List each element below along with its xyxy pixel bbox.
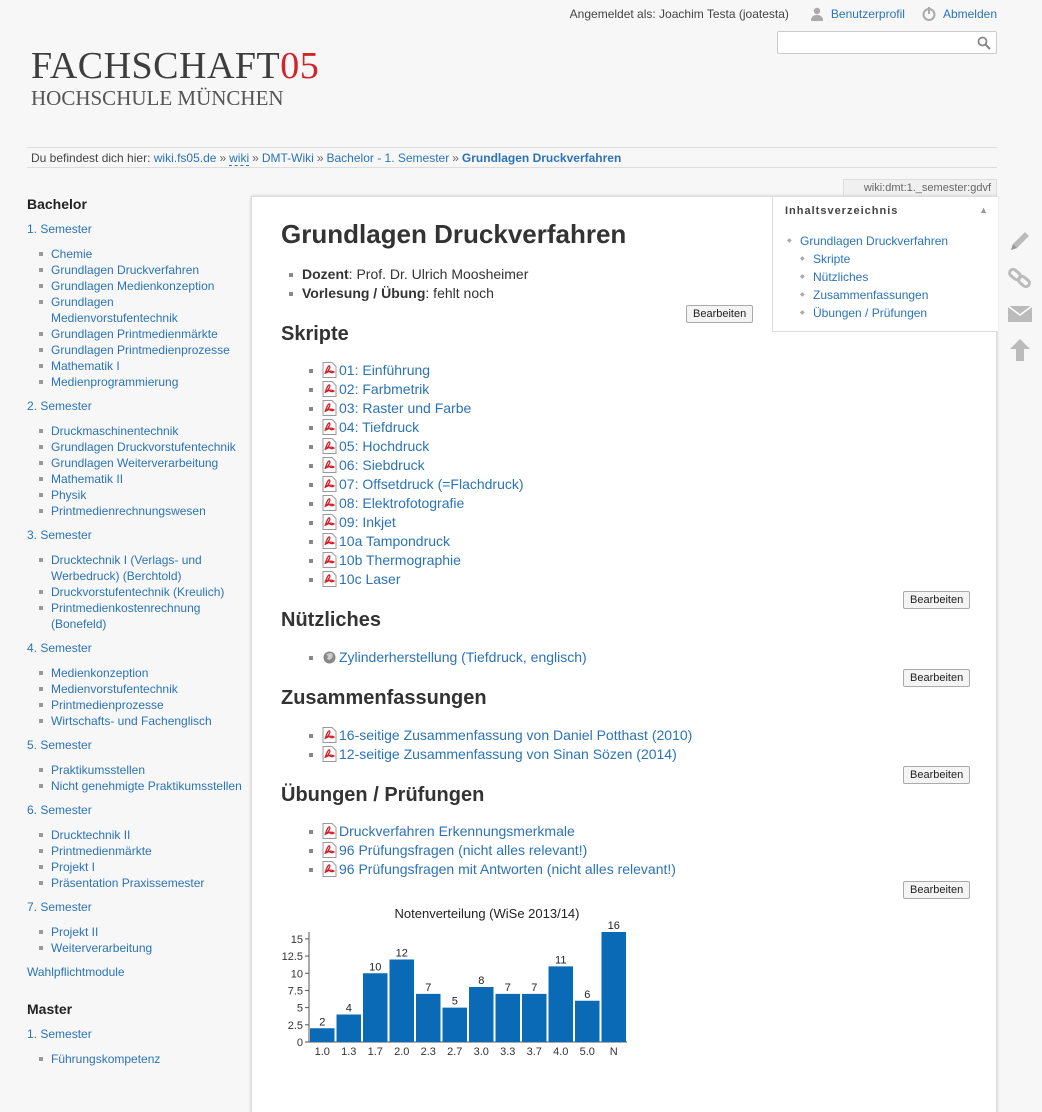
user-bar — [570, 7, 997, 21]
logged-in-label: Angemeldet als: Joachim Testa (joatesta) — [569, 7, 789, 21]
x-tick-label: 2.0 — [394, 1046, 410, 1058]
bar — [363, 973, 388, 1042]
sidebar-item-link[interactable]: Medienkonzeption — [51, 666, 149, 680]
sidebar-item-link[interactable]: Grundlagen Medienkonzeption — [51, 279, 215, 293]
list-item — [322, 494, 524, 513]
bar — [416, 994, 441, 1042]
pdf-icon — [322, 861, 337, 877]
pdf-icon — [322, 476, 337, 492]
sidebar-item — [51, 940, 242, 956]
skripte-list — [322, 361, 524, 589]
sidebar-semester-list — [51, 1051, 242, 1067]
sidebar-item-link[interactable]: Mathematik II — [51, 472, 124, 486]
sidebar-item — [51, 503, 242, 519]
bar — [443, 1008, 468, 1042]
meta-key: Vorlesung / Übung — [302, 285, 426, 301]
sidebar-item-link[interactable]: Projekt II — [51, 925, 99, 939]
y-tick-label: 10 — [290, 968, 303, 981]
sidebar-item-link[interactable]: Printmedienmärkte — [51, 844, 152, 858]
edit-button[interactable]: Bearbeiten — [686, 305, 753, 323]
y-tick-label: 0 — [296, 1037, 303, 1049]
toc-item[interactable]: Skripte — [813, 252, 851, 266]
bar — [337, 1015, 362, 1043]
sidebar-item-link[interactable]: Wirtschafts- und Fachenglisch — [51, 714, 212, 728]
file-link[interactable]: 12-seitige Zusammenfassung von Sinan Sözen (2014) — [339, 746, 677, 762]
sidebar-semester-list — [51, 246, 242, 390]
globe-icon — [322, 649, 337, 665]
meta-key: Dozent — [302, 266, 349, 282]
pdf-icon — [322, 362, 337, 378]
sidebar-item-link[interactable]: Medienprogrammierung — [51, 375, 179, 389]
y-tick-label: 15 — [290, 933, 303, 946]
sidebar-item — [51, 681, 242, 697]
sidebar-item-link[interactable]: Druckmaschinentechnik — [51, 424, 179, 438]
meta-item — [302, 284, 528, 303]
y-tick-label: 2.5 — [287, 1019, 303, 1032]
pdf-icon — [322, 400, 337, 416]
breadcrumb-item[interactable]: Bachelor - 1. Semester — [326, 151, 450, 165]
list-item — [322, 551, 524, 570]
sidebar-item — [51, 859, 242, 875]
file-link[interactable]: 06: Siebdruck — [339, 457, 425, 473]
breadcrumb — [27, 147, 997, 168]
chart-title: Notenverteilung (WiSe 2013/14) — [394, 906, 580, 921]
sidebar-item — [51, 924, 242, 940]
list-item — [322, 648, 587, 667]
sidebar — [27, 196, 242, 1076]
bar-value-label: 10 — [369, 961, 382, 974]
sidebar-item — [51, 455, 242, 471]
bar-value-label: 12 — [395, 947, 408, 960]
edit-button[interactable]: Bearbeiten — [903, 766, 970, 784]
sidebar-semester[interactable]: 1. Semester — [27, 222, 92, 236]
breadcrumb-sep: » — [452, 151, 459, 165]
list-item — [322, 437, 524, 456]
sidebar-item — [51, 262, 242, 278]
file-link[interactable]: 04: Tiefdruck — [339, 419, 420, 435]
sidebar-item — [51, 843, 242, 859]
sidebar-item — [51, 342, 242, 358]
section-title-zusammenfassungen: Zusammenfassungen — [281, 687, 487, 709]
sidebar-item-link[interactable]: Physik — [51, 488, 87, 502]
pdf-icon — [322, 842, 337, 858]
bar — [310, 1028, 335, 1042]
bar — [522, 994, 547, 1042]
sidebar-item — [51, 762, 242, 778]
bar — [496, 994, 521, 1042]
bar-value-label: 5 — [451, 995, 458, 1008]
sidebar-item — [51, 246, 242, 262]
bar — [549, 966, 574, 1042]
logo-line1: FACHSCHAFT — [31, 45, 281, 87]
user-icon — [809, 7, 825, 21]
y-tick-label: 7.5 — [287, 985, 303, 998]
sidebar-item-link[interactable]: Drucktechnik II — [51, 828, 131, 842]
sidebar-item — [51, 439, 242, 455]
link-icon[interactable] — [1006, 265, 1034, 294]
toc-item[interactable]: Grundlagen Druckverfahren — [800, 234, 949, 248]
sidebar-item-link[interactable]: Grundlagen Druckvorstufentechnik — [51, 440, 236, 454]
sidebar-semester[interactable]: 2. Semester — [27, 399, 92, 413]
sidebar-item-link[interactable]: Projekt I — [51, 860, 96, 874]
site-logo[interactable] — [31, 47, 319, 109]
list-item — [322, 456, 524, 475]
sidebar-item-link[interactable]: Druckvorstufentechnik (Kreulich) — [51, 585, 225, 599]
sidebar-item-link[interactable]: Grundlagen Medienvorstufentechnik — [51, 295, 178, 325]
file-link[interactable]: 96 Prüfungsfragen (nicht alles relevant!) — [339, 842, 588, 858]
x-tick-label: 1.7 — [367, 1046, 383, 1058]
sidebar-item — [51, 278, 242, 294]
sidebar-bachelor-title: Bachelor — [27, 196, 87, 212]
page-id: wiki:dmt:1._semester:gdvf — [843, 179, 997, 197]
list-item — [322, 822, 676, 841]
file-link[interactable]: 10b Thermographie — [339, 552, 461, 568]
sidebar-item-link[interactable]: Printmedienkostenrechnung (Bonefeld) — [51, 601, 201, 631]
sidebar-semester[interactable]: 1. Semester — [27, 1027, 92, 1041]
breadcrumb-sep: » — [252, 151, 259, 165]
pdf-icon — [322, 727, 337, 743]
page-content — [251, 196, 997, 1112]
edit-button[interactable]: Bearbeiten — [903, 669, 970, 687]
meta-value: : Prof. Dr. Ulrich Moosheimer — [348, 266, 529, 282]
sidebar-semester[interactable]: 4. Semester — [27, 641, 92, 655]
collapse-icon[interactable]: ▲ — [979, 205, 988, 215]
sidebar-item-link[interactable]: Weiterverarbeitung — [51, 941, 153, 955]
list-item — [322, 860, 676, 879]
toc-item[interactable]: Übungen / Prüfungen — [813, 306, 928, 320]
sidebar-item — [51, 358, 242, 374]
search-input[interactable] — [777, 31, 997, 54]
pdf-icon — [322, 419, 337, 435]
sidebar-semester-list — [51, 827, 242, 891]
sidebar-item — [51, 584, 242, 600]
sidebar-item-link[interactable]: Führungskompetenz — [51, 1052, 161, 1066]
file-link[interactable]: 01: Einführung — [339, 362, 431, 378]
file-link[interactable]: 05: Hochdruck — [339, 438, 430, 454]
sidebar-item — [51, 778, 242, 794]
pdf-icon — [322, 571, 337, 587]
x-tick-label: 2.3 — [420, 1046, 436, 1058]
bar-value-label: 7 — [504, 981, 511, 994]
sidebar-item — [51, 665, 242, 681]
sidebar-semester-list — [51, 423, 242, 519]
file-link[interactable]: 10c Laser — [339, 571, 401, 587]
bar — [575, 1001, 600, 1042]
sidebar-item — [51, 374, 242, 390]
pdf-icon — [322, 438, 337, 454]
x-tick-label: 1.0 — [314, 1046, 330, 1058]
edit-button[interactable]: Bearbeiten — [903, 881, 970, 899]
bar-value-label: 4 — [345, 1002, 352, 1015]
pdf-icon — [322, 746, 337, 762]
list-item — [322, 745, 692, 764]
section-title-nuetzliches: Nützliches — [281, 609, 382, 631]
file-link[interactable]: 08: Elektrofotografie — [339, 495, 465, 511]
toc-title: Inhaltsverzeichnis — [785, 205, 899, 217]
logout-link[interactable]: Abmelden — [942, 7, 997, 21]
edit-icon[interactable] — [1006, 228, 1034, 257]
pdf-icon — [322, 495, 337, 511]
y-tick-label: 12.5 — [281, 951, 303, 964]
meta-list — [302, 265, 528, 303]
sidebar-item — [51, 875, 242, 891]
list-item — [322, 726, 692, 745]
meta-value: : fehlt noch — [425, 285, 494, 301]
page-title: Grundlagen Druckverfahren — [281, 219, 627, 249]
x-tick-label: 3.7 — [526, 1046, 542, 1058]
sidebar-master-title: Master — [27, 1001, 73, 1017]
breadcrumb-item[interactable]: wiki — [229, 151, 250, 165]
sidebar-item — [51, 697, 242, 713]
sidebar-item-link[interactable]: Grundlagen Printmedienprozesse — [51, 343, 230, 357]
sidebar-item-link[interactable]: Grundlagen Weiterverarbeitung — [51, 456, 219, 470]
x-tick-label: 3.3 — [500, 1046, 516, 1058]
file-link[interactable]: 03: Raster und Farbe — [339, 400, 472, 416]
pdf-icon — [322, 457, 337, 473]
pdf-icon — [322, 552, 337, 568]
list-item — [322, 532, 524, 551]
breadcrumb-item[interactable]: wiki.fs05.de — [153, 151, 217, 165]
toc-item[interactable]: Nützliches — [813, 270, 869, 284]
sidebar-semester-list — [51, 924, 242, 956]
bar-value-label: 7 — [531, 981, 538, 994]
file-link[interactable]: 96 Prüfungsfragen mit Antworten (nicht alles relevant!) — [339, 861, 676, 877]
meta-item — [302, 265, 528, 284]
sidebar-item — [51, 326, 242, 342]
bar-value-label: 7 — [425, 981, 432, 994]
file-link[interactable]: 07: Offsetdruck (=Flachdruck) — [339, 476, 524, 492]
bar-value-label: 16 — [607, 920, 620, 932]
list-item — [322, 513, 524, 532]
nuetzliches-list — [322, 648, 587, 667]
bar-value-label: 2 — [319, 1016, 326, 1029]
edit-button[interactable]: Bearbeiten — [903, 591, 970, 609]
sidebar-item — [51, 552, 242, 584]
section-title-uebungen: Übungen / Prüfungen — [281, 784, 485, 806]
bar — [602, 932, 627, 1042]
sidebar-semester[interactable]: 6. Semester — [27, 803, 92, 817]
file-link[interactable]: 02: Farbmetrik — [339, 381, 430, 397]
x-tick-label: 5.0 — [579, 1046, 595, 1058]
x-tick-label: 2.7 — [447, 1046, 463, 1058]
breadcrumb-prefix: Du befindest dich hier: — [31, 151, 151, 165]
list-item — [322, 475, 524, 494]
logo-line2: HOCHSCHULE MÜNCHEN — [31, 86, 284, 110]
sidebar-semester[interactable]: 7. Semester — [27, 900, 92, 914]
breadcrumb-sep: » — [316, 151, 324, 165]
back-to-top-icon[interactable] — [1006, 337, 1034, 366]
sidebar-item — [51, 487, 242, 503]
toc-item[interactable]: Zusammenfassungen — [813, 288, 929, 302]
sidebar-wahlpflicht[interactable]: Wahlpflichtmodule — [27, 965, 125, 979]
breadcrumb-sep: » — [219, 151, 227, 165]
sidebar-item — [51, 827, 242, 843]
sidebar-item — [51, 423, 242, 439]
list-item — [322, 570, 524, 589]
logo-number: 05 — [280, 45, 320, 87]
uebungen-list — [322, 822, 676, 879]
table-of-contents — [772, 197, 998, 332]
sidebar-item — [51, 294, 242, 326]
sidebar-item-link[interactable]: Drucktechnik I (Verlags- und Werbedruck) (Berchtold) — [51, 553, 202, 583]
breadcrumb-current[interactable]: Grundlagen Druckverfahren — [461, 151, 622, 165]
sidebar-item-link[interactable]: Printmedienrechnungswesen — [51, 504, 206, 518]
mail-icon[interactable] — [1006, 302, 1034, 329]
sidebar-item — [51, 471, 242, 487]
list-item — [322, 399, 524, 418]
y-tick-label: 5 — [296, 1002, 303, 1015]
sidebar-item — [51, 600, 242, 632]
sidebar-item-link[interactable]: Grundlagen Printmedienmärkte — [51, 327, 218, 341]
bar-value-label: 6 — [584, 988, 591, 1001]
file-link[interactable]: 09: Inkjet — [339, 514, 396, 530]
sidebar-item-link[interactable]: Nicht genehmigte Praktikumsstellen — [51, 779, 242, 793]
sidebar-item-link[interactable]: Praktikumsstellen — [51, 763, 146, 777]
x-tick-label: 4.0 — [553, 1046, 569, 1058]
sidebar-item-link[interactable]: Präsentation Praxissemester — [51, 876, 205, 890]
bar-value-label: 8 — [478, 975, 485, 987]
page-tools — [1006, 228, 1034, 374]
sidebar-item — [51, 1051, 242, 1067]
sidebar-semester-list — [51, 665, 242, 729]
pdf-icon — [322, 381, 337, 397]
list-item — [322, 361, 524, 380]
sidebar-semester[interactable]: 3. Semester — [27, 528, 92, 542]
list-item — [322, 841, 676, 860]
sidebar-item-link[interactable]: Grundlagen Druckverfahren — [51, 263, 200, 277]
file-link[interactable]: Zylinderherstellung (Tiefdruck, englisch) — [339, 649, 587, 665]
zusammenfassungen-list — [322, 726, 692, 764]
section-title-skripte: Skripte — [281, 323, 349, 345]
breadcrumb-item[interactable]: DMT-Wiki — [261, 151, 314, 165]
file-link[interactable]: 16-seitige Zusammenfassung von Daniel Potthast (2010) — [339, 727, 693, 743]
sidebar-item-link[interactable]: Chemie — [51, 247, 93, 261]
x-tick-label: 1.3 — [341, 1046, 357, 1058]
x-tick-label: N — [609, 1046, 618, 1058]
power-icon — [921, 7, 937, 21]
sidebar-semester-list — [51, 762, 242, 794]
pdf-icon — [322, 514, 337, 530]
sidebar-item-link[interactable]: Printmedienprozesse — [51, 698, 164, 712]
bar — [469, 987, 494, 1042]
sidebar-semester[interactable]: 5. Semester — [27, 738, 92, 752]
sidebar-item-link[interactable]: Mathematik I — [51, 359, 120, 373]
bar — [390, 960, 415, 1043]
list-item — [322, 418, 524, 437]
sidebar-item — [51, 713, 242, 729]
grade-chart — [272, 902, 632, 1062]
sidebar-semester-list — [51, 552, 242, 632]
list-item — [322, 380, 524, 399]
sidebar-item-link[interactable]: Medienvorstufentechnik — [51, 682, 178, 696]
pdf-icon — [322, 823, 337, 839]
file-link[interactable]: 10a Tampondruck — [339, 533, 451, 549]
bar-value-label: 11 — [555, 954, 567, 967]
profile-link[interactable]: Benutzerprofil — [830, 7, 905, 21]
file-link[interactable]: Druckverfahren Erkennungsmerkmale — [339, 823, 575, 839]
x-tick-label: 3.0 — [473, 1046, 489, 1058]
pdf-icon — [322, 533, 337, 549]
search-icon[interactable] — [977, 36, 991, 50]
